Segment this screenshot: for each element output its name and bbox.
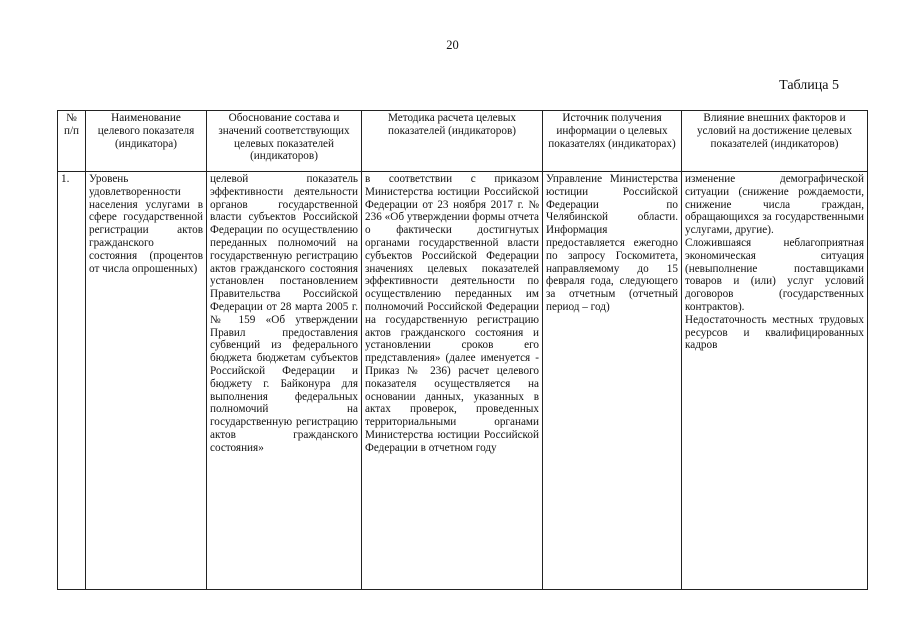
indicator-influence: изменение демографической ситуации (снижение рождаемости, снижение числа граждан, обращающихся за государственными услугами, другие). Сложившаяся неблагоприятная экономическая ситуация (невыполнение поставщиками товаров и (или) услуг условий договоров (государственных контрактов). Недостаточность местных трудовых ресурсов и квалифицированных кадров: [682, 172, 868, 590]
table-header-row: [58, 111, 868, 172]
table-row: [58, 172, 868, 590]
header-source: Источник получения информации о целевых показателях (индикаторах): [543, 111, 682, 172]
indicator-name: Уровень удовлетворенности населения услугами в сфере государственной регистрации актов гражданского состояния (процентов от числа опрошенных): [86, 172, 207, 590]
row-number: 1.: [58, 172, 86, 590]
header-justification: Обоснование состава и значений соответствующих целевых показателей (индикаторов): [207, 111, 362, 172]
page-number: 20: [446, 38, 459, 52]
header-indicator-name: Наименование целевого показателя (индикатора): [86, 111, 207, 172]
header-method: Методика расчета целевых показателей (индикаторов): [362, 111, 543, 172]
indicators-table: [57, 110, 868, 590]
header-influence: Влияние внешних факторов и условий на достижение целевых показателей (индикаторов): [682, 111, 868, 172]
indicator-justification: целевой показатель эффективности деятельности органов государственной власти субъектов Российской Федерации по осуществлению переданных полномочий на государственную регистрацию актов гражданского состояния установлен постановлением Правительства Российской Федерации от 28 марта 2005 г. № 159 «Об утверждении Правил предоставления субвенций из федерального бюджета бюджетам субъектов Российской Федерации и бюджету г. Байконура для выполнения федеральных полномочий на государственную регистрацию актов гражданского состояния»: [207, 172, 362, 590]
table-title: Таблица 5: [779, 78, 839, 93]
indicator-source: Управление Министерства юстиции Российской Федерации по Челябинской области. Информация предоставляется ежегодно по запросу Госкомитета, направляемому до 15 февраля года, следующего за отчетным (отчетный период – год): [543, 172, 682, 590]
indicator-method: в соответствии с приказом Министерства юстиции Российской Федерации от 23 ноября 2017 г. № 236 «Об утверждении формы отчета о фактически достигнутых органами государственной власти субъектов Российской Федерации значениях целевых показателей эффективности деятельности по осуществлению переданных им полномочий Российской Федерации на государственную регистрацию актов гражданского состояния и установлении сроков его представления» (далее именуется - Приказ № 236) расчет целевого показателя осуществляется на основании данных, указанных в актах проверок, проведенных территориальными органами Министерства юстиции Российской Федерации в отчетном году: [362, 172, 543, 590]
header-number: № п/п: [58, 111, 86, 172]
